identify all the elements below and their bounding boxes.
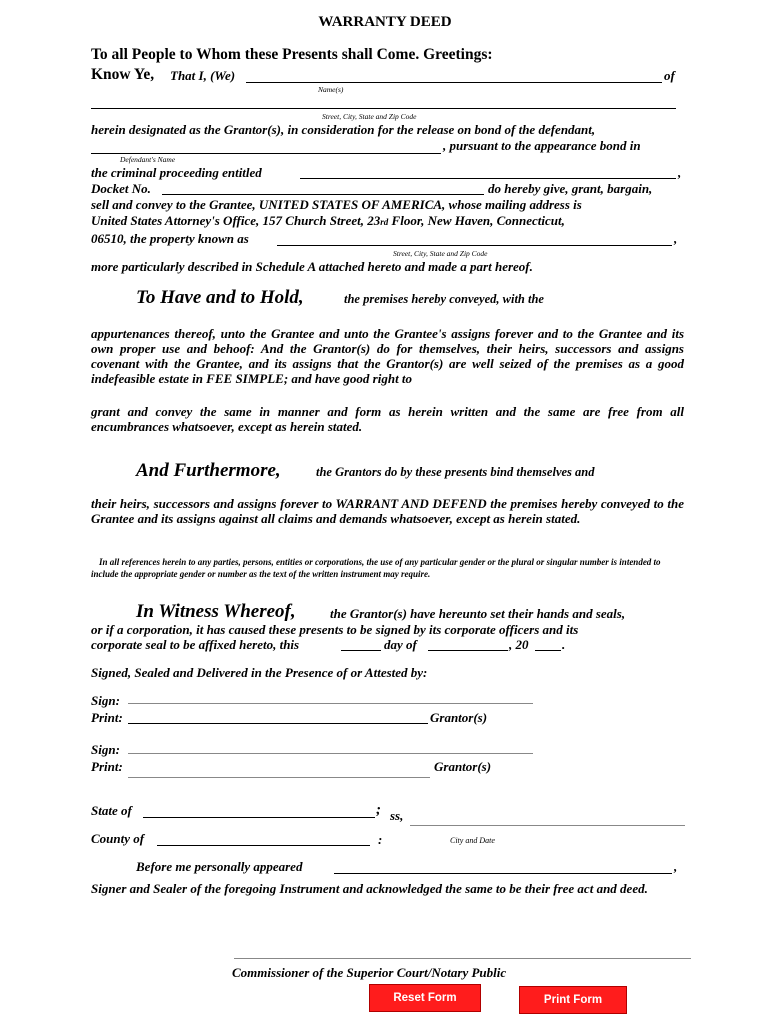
grantor-label-1: Grantor(s) xyxy=(430,710,488,725)
to-have-tail: the premises hereby conveyed, with the xyxy=(344,292,544,306)
docket-label: Docket No. xyxy=(91,181,151,196)
year-field[interactable] xyxy=(535,650,561,651)
city-date-field[interactable] xyxy=(410,825,685,826)
property-address-field[interactable] xyxy=(277,245,672,246)
county-field[interactable] xyxy=(157,845,370,846)
witness-line-3c: , 20 xyxy=(509,637,529,652)
warrant-paragraph: their heirs, successors and assigns forever to WARRANT AND DEFEND the premises hereby conveyed to the Grantee and its assigns against all claims and demands whatsoever, except as herein stated. xyxy=(91,496,684,526)
day-field[interactable] xyxy=(341,650,381,651)
furthermore-tail: the Grantors do by these presents bind themselves and xyxy=(316,465,595,479)
comma-3: , xyxy=(674,859,678,874)
do-hereby-text: do hereby give, grant, bargain, xyxy=(488,181,653,196)
criminal-proceeding-label: the criminal proceeding entitled xyxy=(91,165,262,180)
greeting: To all People to Whom these Presents shall Come. Greetings: xyxy=(91,46,493,63)
state-of-label: State of xyxy=(91,803,132,818)
schedule-a-text: more particularly described in Schedule A attached hereto and made a part hereof. xyxy=(91,259,533,274)
references-note: In all references herein to any parties, persons, entities or corporations, the use of any particular gender or the plural or singular number is intended to include the appropriate gender or number as the text of the written instrument may require. xyxy=(91,557,661,579)
comma-1: , xyxy=(678,165,682,180)
signature-field-1[interactable] xyxy=(128,703,533,704)
encumbrances-paragraph: grant and convey the same in manner and form as herein written and the same are free from all encumbrances whatsoever, except as herein stated. xyxy=(91,404,684,434)
witness-line-2: or if a corporation, it has caused these presents to be signed by its corporate officers and its xyxy=(91,622,579,637)
print-field-1[interactable] xyxy=(128,723,428,724)
sell-line: sell and convey to the Grantee, UNITED STATES OF AMERICA, whose mailing address is xyxy=(91,197,582,212)
proceeding-field[interactable] xyxy=(300,178,676,179)
city-date-caption: City and Date xyxy=(450,836,495,845)
witness-line-3b: day of xyxy=(384,637,417,652)
grantor-line: herein designated as the Grantor(s), in consideration for the release on bond of the defendant, xyxy=(91,122,596,137)
witness-line-3d: . xyxy=(562,637,566,652)
commissioner-label: Commissioner of the Superior Court/Notary Public xyxy=(232,965,507,980)
witness-tail: the Grantor(s) have hereunto set their hands and seals, xyxy=(330,606,626,621)
signed-sealed-text: Signed, Sealed and Delivered in the Presence of or Attested by: xyxy=(91,665,428,680)
covenant-paragraph: appurtenances thereof, unto the Grantee and unto the Grantee's assigns forever and to the Grantee and its own proper use and behoof: And the Grantor(s) do for themselves, their heirs, successors and assigns covenant with the Grantee, and its assigns that the Grantor(s) are well seized of the premises as a good indefeasible estate in FEE SIMPLE; and have good right to xyxy=(91,326,684,386)
colon: : xyxy=(378,832,383,847)
month-field[interactable] xyxy=(428,650,508,651)
witness-heading: In Witness Whereof, xyxy=(136,601,296,622)
names-caption: Name(s) xyxy=(318,85,344,94)
sign-label-2: Sign: xyxy=(91,742,120,757)
sign-label-1: Sign: xyxy=(91,693,120,708)
signature-field-2[interactable] xyxy=(128,753,533,754)
print-label-2: Print: xyxy=(91,759,123,774)
print-form-button[interactable]: Print Form xyxy=(519,986,627,1014)
reset-form-button[interactable]: Reset Form xyxy=(369,984,481,1012)
grantor-address-caption: Street, City, State and Zip Code xyxy=(322,112,417,121)
office-line xyxy=(91,213,565,229)
print-label-1: Print: xyxy=(91,710,123,725)
print-field-2[interactable] xyxy=(128,777,430,778)
before-me-label: Before me personally appeared xyxy=(136,859,303,874)
furthermore-heading: And Furthermore, xyxy=(136,460,281,481)
signer-sealer-paragraph: Signer and Sealer of the foregoing Instrument and acknowledged the same to be their free act and deed. xyxy=(91,881,648,896)
defendant-caption: Defendant's Name xyxy=(120,155,176,164)
to-have-heading: To Have and to Hold, xyxy=(136,287,304,308)
pursuant-text: , pursuant to the appearance bond in xyxy=(443,138,641,153)
semicolon: ; xyxy=(376,802,381,818)
defendant-name-field[interactable] xyxy=(91,153,441,154)
page-title: WARRANTY DEED xyxy=(318,14,452,30)
property-address-caption: Street, City, State and Zip Code xyxy=(393,249,488,258)
names-field[interactable] xyxy=(246,82,662,83)
witness-line-3a: corporate seal to be affixed hereto, this xyxy=(91,637,300,652)
grantor-address-field[interactable] xyxy=(91,108,676,109)
office-line-pre: United States Attorney's Office, 157 Church Street, 23 xyxy=(91,213,381,228)
state-field[interactable] xyxy=(143,817,375,818)
comma-2: , xyxy=(674,231,678,246)
ss-label: ss, xyxy=(390,808,404,823)
office-line-post: Floor, New Haven, Connecticut, xyxy=(388,213,565,228)
appeared-field[interactable] xyxy=(334,873,672,874)
property-known-label: 06510, the property known as xyxy=(91,231,249,246)
commissioner-signature-field[interactable] xyxy=(234,958,691,959)
know-ye: Know Ye, xyxy=(91,66,155,83)
docket-field[interactable] xyxy=(162,194,484,195)
grantor-label-2: Grantor(s) xyxy=(434,759,492,774)
office-line-sup: rd xyxy=(380,217,389,227)
that-i-label: That I, (We) xyxy=(170,68,236,83)
county-of-label: County of xyxy=(91,831,145,846)
of-label: of xyxy=(664,68,675,83)
